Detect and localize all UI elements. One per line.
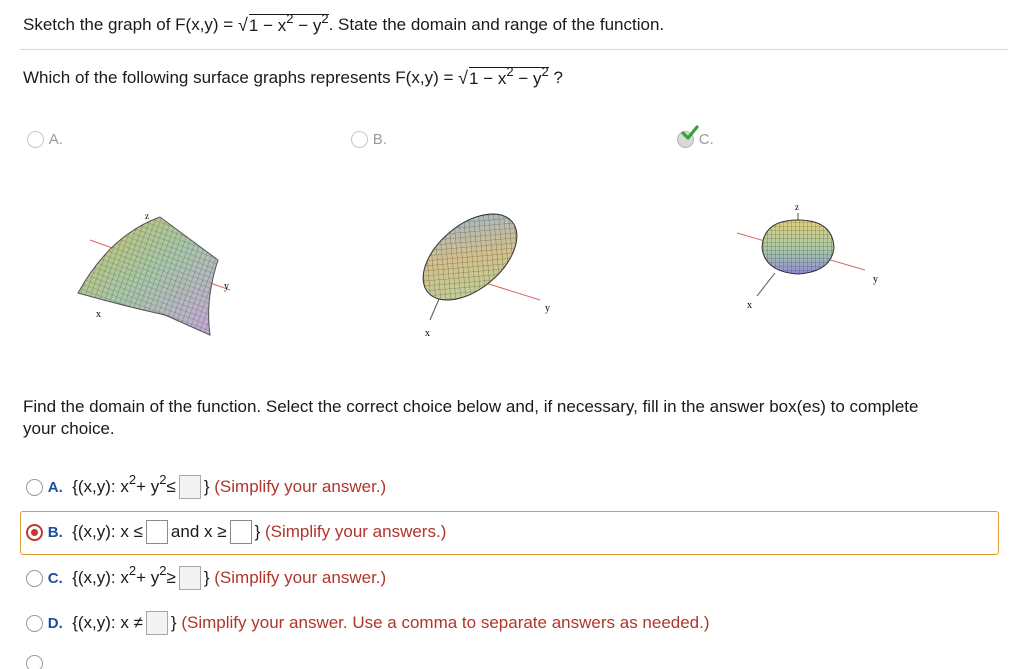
y-axis-label: y bbox=[545, 303, 550, 314]
answer-box-upper[interactable] bbox=[230, 520, 252, 544]
radio-domain-b[interactable] bbox=[26, 524, 43, 541]
radio-domain-c[interactable] bbox=[26, 570, 43, 587]
axis-line bbox=[757, 273, 775, 296]
sqrt-icon: √ bbox=[458, 68, 469, 88]
surface-graph-a bbox=[70, 205, 250, 345]
answer-box[interactable] bbox=[146, 611, 168, 635]
domain-option-b[interactable]: B. {(x,y): x ≤ and x ≥ } (Simplify your answers.) bbox=[26, 520, 446, 544]
x-axis-label: x bbox=[425, 328, 430, 339]
radio-graph-a[interactable] bbox=[27, 131, 44, 148]
y-axis-label: y bbox=[224, 281, 229, 292]
surface-graph-c bbox=[735, 198, 895, 318]
surface-graph-b bbox=[405, 205, 565, 345]
graph-option-b[interactable]: B. bbox=[351, 129, 387, 149]
answer-box[interactable] bbox=[179, 475, 201, 499]
answer-box[interactable] bbox=[179, 566, 201, 590]
domain-option-a[interactable]: A. {(x,y): x 2 + y 2 ≤ } (Simplify your answer.) bbox=[26, 475, 386, 499]
question-text bbox=[23, 10, 665, 36]
domain-option-c[interactable]: C. {(x,y): x 2 + y 2 ≥ } (Simplify your answer.) bbox=[26, 566, 386, 590]
sqrt-expression: √ 1 − x 2 − y 2 bbox=[237, 10, 329, 35]
z-axis-label: z bbox=[145, 211, 149, 221]
z-axis-label: z bbox=[795, 202, 799, 212]
radio-domain-d[interactable] bbox=[26, 615, 43, 632]
sqrt-icon: √ bbox=[237, 15, 248, 35]
question-prefix: Sketch the graph of F(x,y) = bbox=[23, 15, 234, 34]
sqrt-expression-2: √ 1 − x 2 − y 2 bbox=[458, 63, 549, 88]
radio-domain-e[interactable] bbox=[26, 655, 43, 669]
graph-option-c[interactable]: C. bbox=[677, 129, 714, 149]
domain-option-d[interactable]: D. {(x,y): x ≠ } (Simplify your answer. Use a comma to separate answers as needed.) bbox=[26, 611, 710, 635]
part2-prompt: Find the domain of the function. Select the correct choice below and, if necessary, fill in the answer box(es) to complete your choice. bbox=[23, 397, 919, 438]
radio-graph-b[interactable] bbox=[351, 131, 368, 148]
checkmark-icon bbox=[681, 125, 699, 141]
y-axis-label: y bbox=[873, 274, 878, 285]
x-axis-label: x bbox=[747, 300, 752, 311]
part1-prompt: Which of the following surface graphs represents F(x,y) = √ 1 − x 2 − y 2 ? bbox=[23, 63, 563, 88]
header-divider bbox=[20, 49, 1008, 50]
graph-option-a[interactable]: A. bbox=[27, 129, 63, 149]
domain-option-e-partial[interactable] bbox=[26, 655, 146, 669]
x-axis-label: x bbox=[96, 309, 101, 320]
radio-domain-a[interactable] bbox=[26, 479, 43, 496]
answer-box-lower[interactable] bbox=[146, 520, 168, 544]
question-suffix: . State the domain and range of the function. bbox=[328, 15, 665, 34]
